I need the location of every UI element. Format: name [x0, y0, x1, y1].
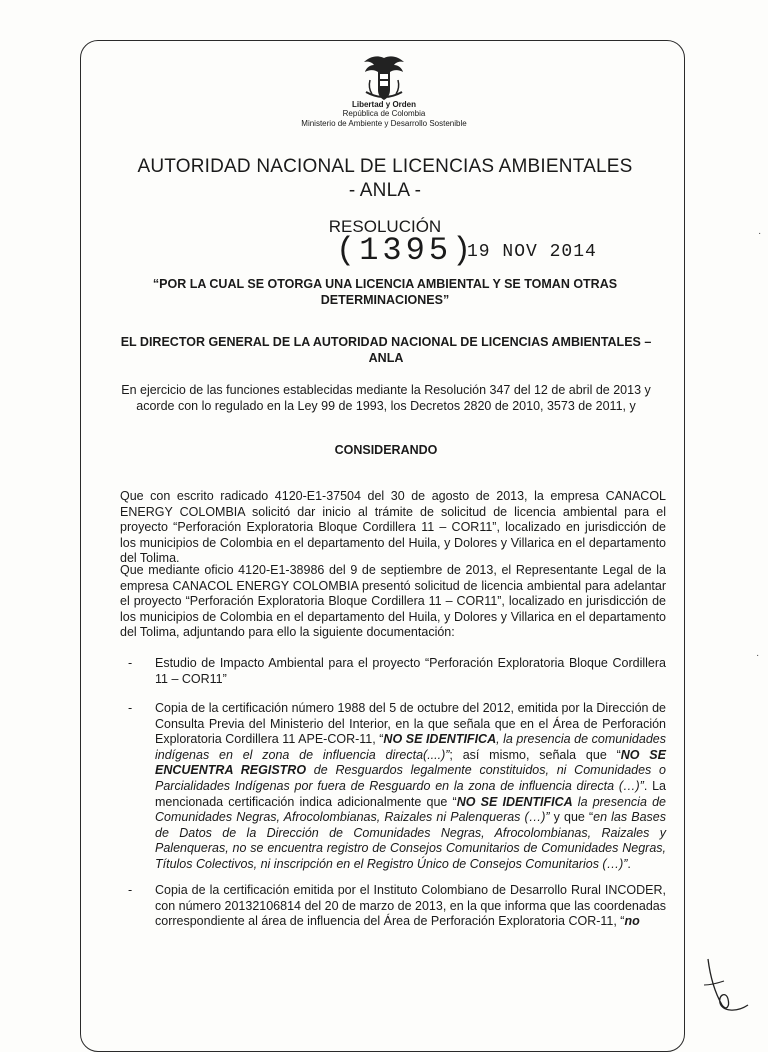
list-item	[128, 701, 666, 873]
bullet-dash: -	[128, 701, 133, 715]
authority-acronym: - ANLA -	[348, 180, 422, 201]
scan-mark: ·	[756, 650, 760, 661]
list-item-text	[155, 701, 666, 873]
republic-name: República de Colombia	[342, 109, 426, 118]
paragraph-1: Que con escrito radicado 4120-E1-37504 del 30 de agosto de 2013, la empresa CANACOL ENERGY COLOMBIA solicitó dar inicio al trámite de solicitud de licencia ambiental para el proyecto “Perforación Exploratoria Bloque Cordillera 11 – COR11”, localizado en jurisdicción de los municipios de Colombia en el departamento del Huila, y Dolores y Villarica en el departamento del Tolima.	[120, 489, 666, 566]
text-run: Copia de la certificación número 1988 del 5 de octubre del 2012, emitida por la Dirección de Consulta Previa del Ministerio del Interior, en la que señala que en el Área de Perforación Exploratoria Cordillera 11 APE-COR-11, “	[155, 701, 666, 747]
resolution-subtitle: “POR LA CUAL SE OTORGA UNA LICENCIA AMBIENTAL Y SE TOMAN OTRAS DETERMINACIONES”	[152, 277, 618, 307]
text-run: . La mencionada certificación indica adicionalmente que “	[155, 778, 666, 809]
authority-title: AUTORIDAD NACIONAL DE LICENCIAS AMBIENTALES	[137, 156, 633, 177]
list-item-text	[155, 883, 666, 930]
coat-of-arms-icon	[356, 52, 412, 102]
handwritten-signature	[700, 955, 760, 1015]
list-item-text: Estudio de Impacto Ambiental para el proyecto “Perforación Exploratoria Bloque Cordillera 11 – COR11”	[155, 656, 666, 686]
text-run: .	[627, 856, 631, 871]
resolution-label: RESOLUCIÓN	[328, 217, 442, 236]
resolution-number: (1395)	[336, 232, 476, 269]
motto: Libertad y Orden	[351, 100, 416, 109]
text-run: Copia de la certificación emitida por el Instituto Colombiano de Desarrollo Rural INCODER, con número 20132106814 del 20 de marzo de 2013, en la que informa que las coordenadas correspondiente al área de influencia del Área de Perforación Exploratoria COR-11, “	[155, 883, 666, 929]
quote: de Resguardos legalmente constituidos, ni Comunidades o Parcialidades Indígenas por fuera de Resguardo en la zona de influencia directa (…)”	[155, 763, 667, 793]
ministry-name: Ministerio de Ambiente y Desarrollo Sostenible	[301, 119, 467, 128]
text-run: ; así mismo, señala que “	[449, 747, 621, 762]
functions-paragraph: En ejercicio de las funciones establecidas mediante la Resolución 347 del 12 de abril de 2013 y acorde con lo regulado en la Ley 99 de 1993, los Decretos 2820 de 2010, 3573 de 2011, y	[121, 383, 651, 413]
emphasis: no	[624, 914, 640, 929]
bullet-dash: -	[128, 656, 133, 670]
list-item	[128, 656, 666, 687]
paragraph-2: Que mediante oficio 4120-E1-38986 del 9 de septiembre de 2013, el Representante Legal de la empresa CANACOL ENERGY COLOMBIA presentó solicitud de licencia ambiental para adelantar el proyecto “Perforación Exploratoria Bloque Cordillera 11 – COR11”, localizado en jurisdicción de los municipios de Colombia en el departamento del Huila, y Dolores y Villarica en el departamento del Tolima, adjuntando para ello la siguiente documentación:	[120, 563, 666, 640]
quote: , la presencia de comunidades indígenas en el zona de influencia directa(....)”	[155, 732, 666, 762]
quote: en las Bases de Datos de la Dirección de Comunidades Negras, Afrocolombianas, Raizales y Palenqueras, no se encuentra registro de Consejos Comunitarios de Comunidades Negras, Títulos Colectivos, ni inscripción en el Registro Único de Consejos Comunitarios (…)”	[155, 810, 666, 871]
emphasis: NO SE IDENTIFICA	[456, 794, 573, 809]
emphasis: NO SE IDENTIFICA	[383, 732, 497, 747]
text-run: y que “	[549, 810, 594, 825]
letterhead	[0, 52, 768, 129]
considerando-heading: CONSIDERANDO	[334, 443, 438, 457]
quote: la presencia de Comunidades Negras, Afrocolombianas, Raizales ni Palenqueras (…)”	[155, 794, 666, 825]
bullet-dash: -	[128, 883, 133, 897]
list-item	[128, 883, 666, 930]
resolution-date-stamp: 19 NOV 2014	[467, 242, 597, 262]
emphasis: NO SE ENCUENTRA REGISTRO	[155, 747, 666, 778]
scan-mark: ·	[758, 228, 762, 239]
director-heading: EL DIRECTOR GENERAL DE LA AUTORIDAD NACIONAL DE LICENCIAS AMBIENTALES – ANLA	[120, 335, 652, 365]
